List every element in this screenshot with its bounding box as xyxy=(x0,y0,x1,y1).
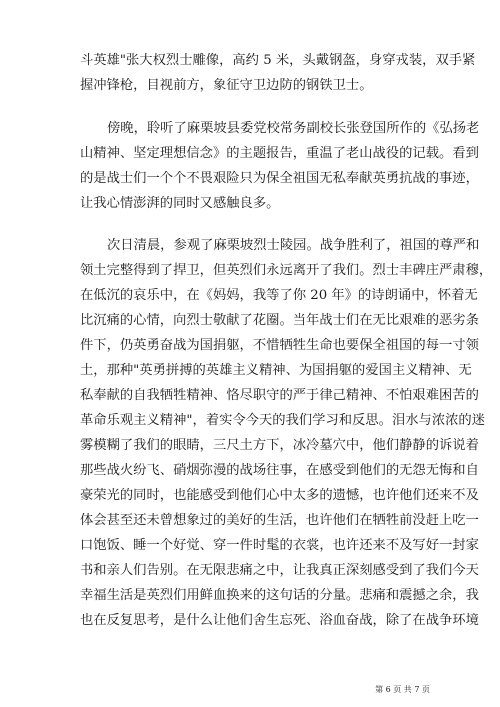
text-line: 那些战火纷飞、硝烟弥漫的战场往事，在感受到他们的无怨无悔和自 xyxy=(80,463,479,478)
text-line: 也在反复思考，是什么让他们舍生忘死、浴血奋战，除了在战争环境 xyxy=(80,613,479,628)
text-line: 傍晚，聆听了麻栗坡县委党校常务副校长张登国所作的《弘扬老 xyxy=(107,121,480,136)
text-line: 幸福生活是英烈们用鲜血换来的这句话的分量。悲痛和震撼之余，我 xyxy=(80,588,479,603)
text-line: 革命乐观主义精神"，着实令今天的我们学习和反思。泪水与浓浓的迷 xyxy=(80,413,486,428)
text-line: 件下，仍英勇奋战为国捐躯，不惜牺牲生命也要保全祖国的每一寸领 xyxy=(80,338,479,353)
text-line: 私奉献的自我牺牲精神、恪尽职守的严于律己精神、不怕艰难困苦的 xyxy=(80,388,479,403)
text-line: 豪荣光的同时，也能感受到他们心中太多的遗憾，也许他们还来不及 xyxy=(80,488,479,503)
text-line: 口饱饭、睡一个好觉、穿一件时髦的衣裳，也许还来不及写好一封家 xyxy=(80,538,479,553)
text-line: 在低沉的哀乐中，在《妈妈，我等了你 20 年》的诗朗诵中，怀着无 xyxy=(80,288,478,303)
text-line: 握冲锋枪，目视前方，象征守卫边防的钢铁卫士。 xyxy=(80,78,373,93)
text-line: 斗英雄"张大权烈士雕像，高约 5 米，头戴钢盔，身穿戎装，双手紧 xyxy=(80,53,476,68)
text-line: 比沉痛的心情，向烈士敬献了花圈。当年战士们在无比艰难的恶劣条 xyxy=(80,313,479,328)
page-number: 第 6 页 共 7 页 xyxy=(375,685,430,694)
text-line: 次日清晨，参观了麻栗坡烈士陵园。战争胜利了，祖国的尊严和 xyxy=(107,238,480,253)
text-line: 让我心情澎湃的同时又感触良多。 xyxy=(80,196,280,211)
text-line: 体会甚至还未曾想象过的美好的生活，也许他们在牺牲前没赶上吃一 xyxy=(80,513,479,528)
text-line: 雾模糊了我们的眼睛，三尺土方下，冰冷墓穴中，他们静静的诉说着 xyxy=(80,438,479,453)
text-line: 领土完整得到了捍卫，但英烈们永远离开了我们。烈士丰碑庄严肃穆， xyxy=(80,263,493,278)
text-line: 山精神、坚定理想信念》的主题报告，重温了老山战役的记载。看到 xyxy=(80,146,479,161)
text-line: 土，那种"英勇拼搏的英雄主义精神、为国捐躯的爱国主义精神、无 xyxy=(80,363,472,378)
text-line: 的是战士们一个个不畏艰险只为保全祖国无私奉献英勇抗战的事迹， xyxy=(80,171,479,186)
text-line: 书和亲人们告别。在无限悲痛之中，让我真正深刻感受到了我们今天 xyxy=(80,563,479,578)
